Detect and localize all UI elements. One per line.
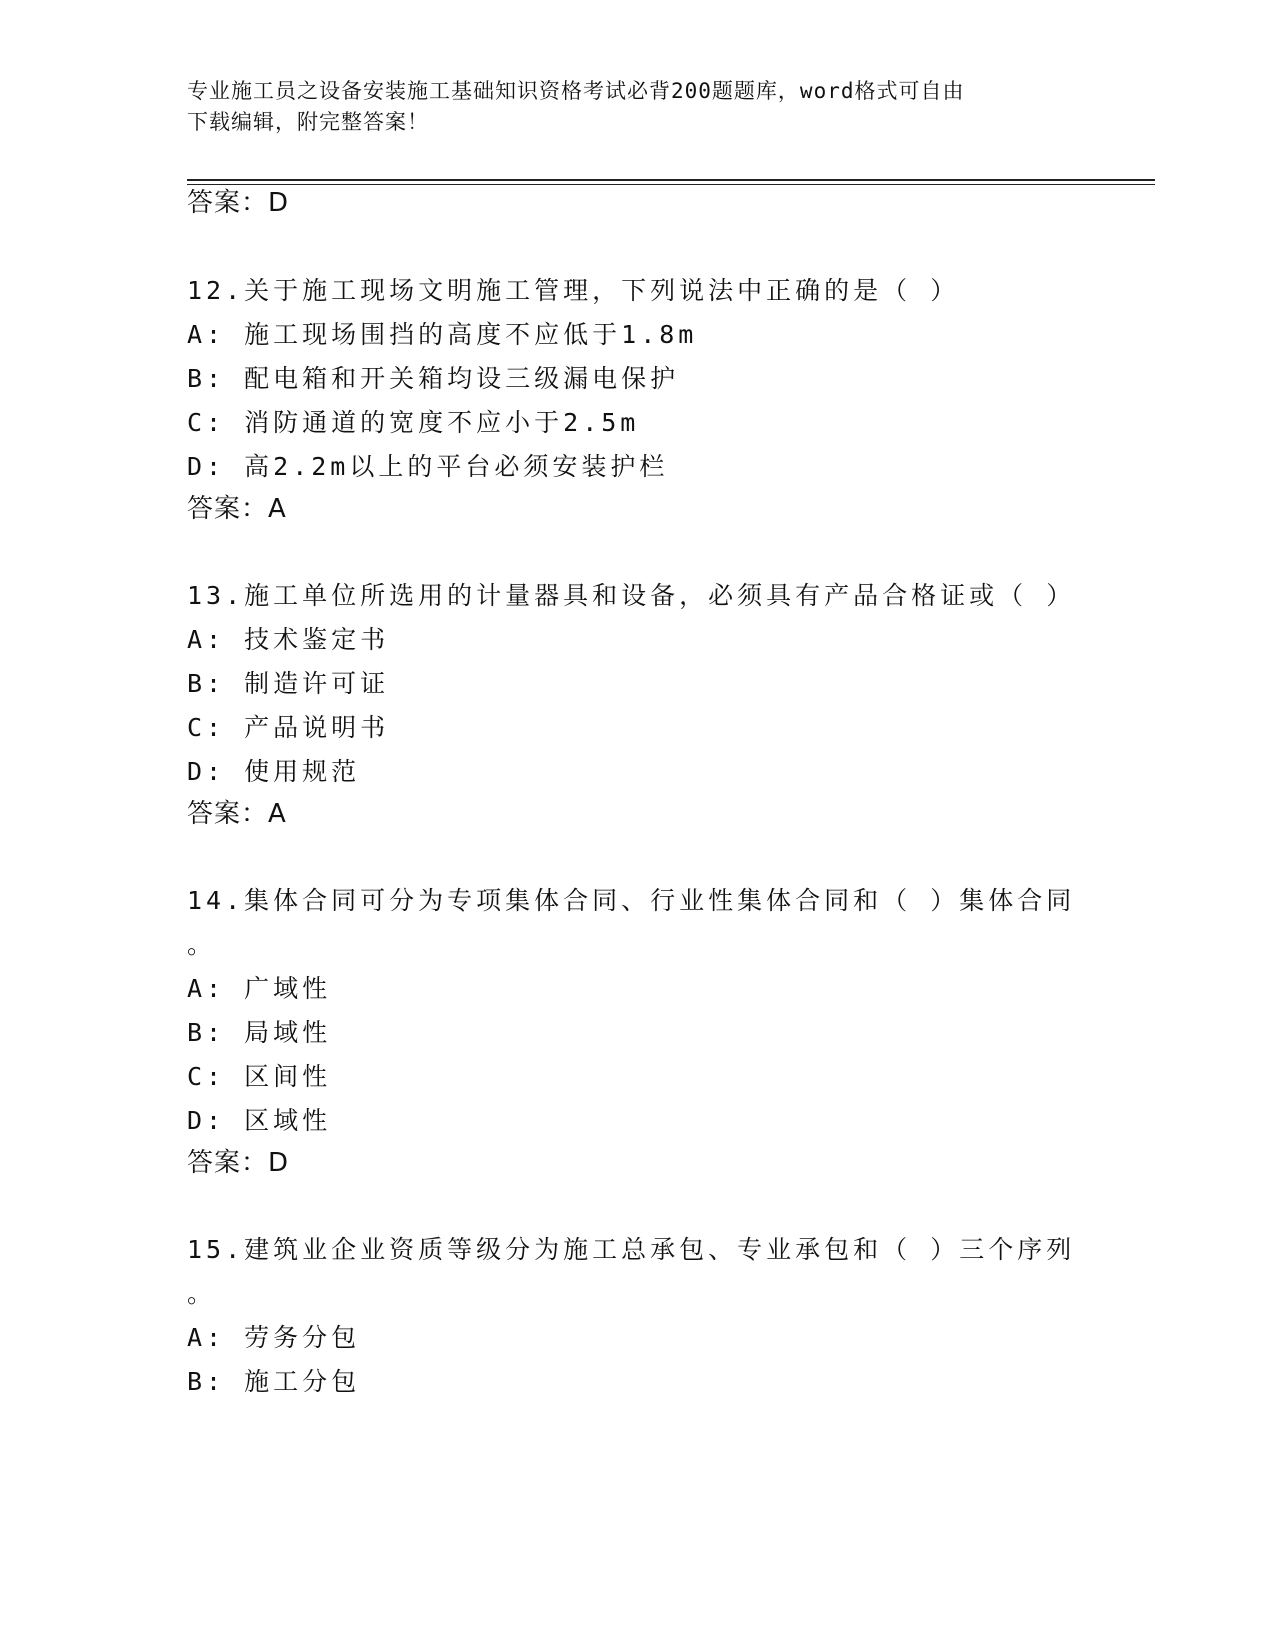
question-12-option-a: A: 施工现场围挡的高度不应低于1.8m <box>187 320 698 349</box>
header-divider <box>187 179 1155 181</box>
header-divider-thin <box>187 184 1155 185</box>
question-13-option-d: D: 使用规范 <box>187 757 361 786</box>
answer-11: 答案：D <box>187 188 290 218</box>
question-14-stem-continued: 。 <box>187 930 217 959</box>
question-13-option-c: C: 产品说明书 <box>187 713 390 742</box>
question-13-option-a: A: 技术鉴定书 <box>187 625 390 654</box>
question-14-option-d: D: 区域性 <box>187 1106 332 1135</box>
question-14-answer: 答案：D <box>187 1148 290 1178</box>
question-15-stem: 15.建筑业企业资质等级分为施工总承包、专业承包和（ ）三个序列 <box>187 1235 1076 1264</box>
question-12-stem: 12.关于施工现场文明施工管理，下列说法中正确的是（ ） <box>187 276 960 305</box>
question-12-option-c: C: 消防通道的宽度不应小于2.5m <box>187 408 640 437</box>
question-15-option-a: A: 劳务分包 <box>187 1323 361 1352</box>
header-line-1: 专业施工员之设备安装施工基础知识资格考试必背200题题库，word格式可自由 <box>187 79 965 103</box>
header-line-2: 下载编辑，附完整答案！ <box>187 110 429 134</box>
question-15-option-b: B: 施工分包 <box>187 1367 361 1396</box>
document-header <box>187 76 1087 138</box>
question-14-option-c: C: 区间性 <box>187 1062 332 1091</box>
question-13-stem: 13.施工单位所选用的计量器具和设备，必须具有产品合格证或（ ） <box>187 581 1076 610</box>
question-12-answer: 答案：A <box>187 494 287 524</box>
question-12-option-b: B: 配电箱和开关箱均设三级漏电保护 <box>187 364 680 393</box>
question-14-option-b: B: 局域性 <box>187 1018 332 1047</box>
question-14-option-a: A: 广域性 <box>187 974 332 1003</box>
question-12-option-d: D: 高2.2m以上的平台必须安装护栏 <box>187 452 669 481</box>
question-15-stem-continued: 。 <box>187 1279 217 1308</box>
question-14-stem: 14.集体合同可分为专项集体合同、行业性集体合同和（ ）集体合同 <box>187 886 1076 915</box>
question-13-answer: 答案：A <box>187 799 287 829</box>
question-13-option-b: B: 制造许可证 <box>187 669 390 698</box>
